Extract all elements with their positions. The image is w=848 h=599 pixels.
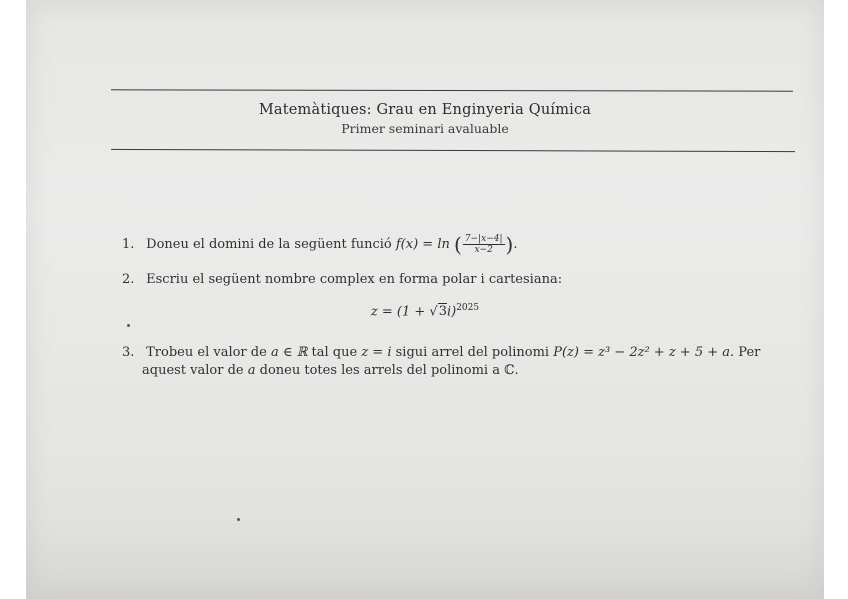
left-paren: (: [454, 232, 462, 257]
math-expression: a: [247, 363, 256, 378]
equation-right: i): [446, 304, 457, 320]
fraction-numerator: 7−|x−4|: [464, 234, 503, 244]
header-bottom-rule: [111, 149, 795, 153]
sqrt-argument: 3: [438, 304, 447, 320]
right-paren: ): [505, 232, 514, 257]
function-expression: f(x) = ln: [395, 237, 450, 252]
problem-text: tal que: [311, 345, 358, 360]
math-expression: a ∈ ℝ: [270, 345, 308, 360]
polynomial-expression: P(z) = z³ − 2z² + z + 5 + a.: [553, 345, 735, 360]
paper-speck: [127, 324, 130, 327]
problem-3: [122, 345, 760, 360]
fraction: [463, 234, 505, 255]
math-expression: z = i: [361, 345, 392, 360]
equation-left: z = (1 +: [370, 304, 430, 320]
exam-sheet: [26, 0, 824, 599]
problem-text: Doneu el domini de la següent funció: [146, 237, 392, 252]
problem-tail: .: [513, 237, 518, 252]
exponent: 2025: [456, 303, 480, 313]
problem-3-line-2: [142, 363, 519, 378]
sqrt-sign: √: [429, 304, 438, 320]
problem-text: aquest valor de: [142, 363, 244, 378]
page-title: Matemàtiques: Grau en Enginyeria Química: [258, 102, 592, 118]
header-top-rule: [111, 89, 793, 92]
problem-text: Escriu el següent nombre complex en forma polar i cartesiana:: [146, 272, 563, 287]
problem-1: [122, 234, 517, 255]
problem-text: Per: [738, 345, 761, 360]
problem-2: [122, 272, 562, 287]
fraction-denominator: x−2: [474, 245, 493, 255]
problem-number: 2.: [122, 272, 135, 287]
paper-speck: [237, 518, 240, 521]
problem-number: 1.: [122, 237, 135, 252]
problem-text: Trobeu el valor de: [146, 345, 267, 360]
page-subtitle: Primer seminari avaluable: [341, 121, 509, 136]
complex-number-equation: [26, 303, 824, 319]
problem-text: doneu totes les arrels del polinomi a ℂ.: [259, 363, 519, 378]
problem-text: sigui arrel del polinomi: [395, 345, 550, 360]
paper-shadow: [26, 520, 824, 599]
problem-number: 3.: [122, 345, 135, 360]
